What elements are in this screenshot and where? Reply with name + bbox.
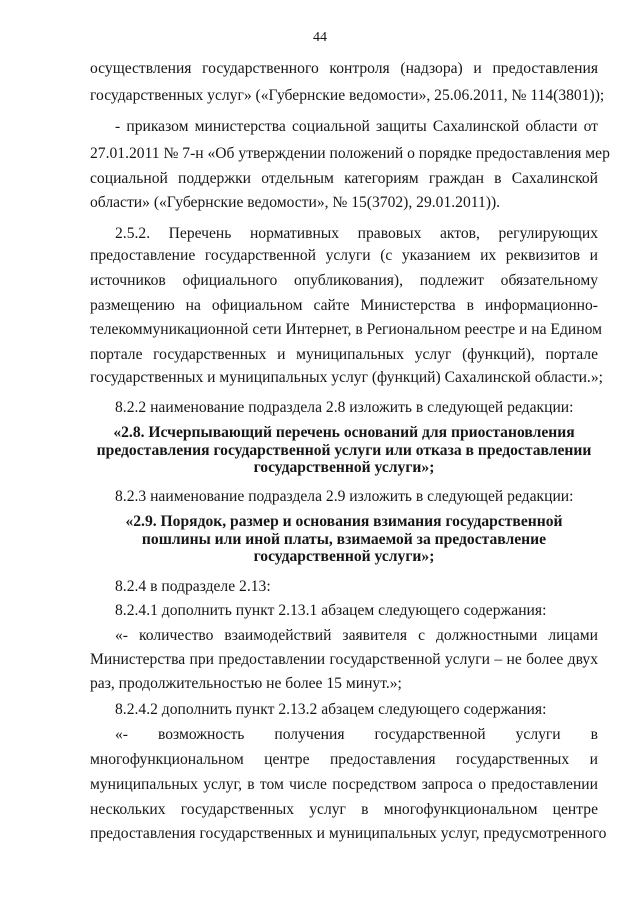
text-line: многофункциональном центре предоставления государственных и xyxy=(90,751,598,768)
section-heading-line: «2.8. Исчерпывающий перечень оснований для приостановления xyxy=(113,424,575,441)
text-line: государственных и муниципальных услуг (функций) Сахалинской области.»; xyxy=(90,369,603,386)
text-line: нескольких государственных услуг в многофункциональном центре xyxy=(90,801,598,818)
page-number: 44 xyxy=(313,30,327,45)
text-line: 27.01.2011 № 7-н «Об утверждении положений о порядке предоставления мер xyxy=(90,145,610,162)
text-line: телекоммуникационной сети Интернет, в Региональном реестре и на Едином xyxy=(90,321,602,338)
text-line: «- возможность получения государственной услуги в xyxy=(115,726,598,743)
text-line: 8.2.2 наименование подраздела 2.8 изложить в следующей редакции: xyxy=(115,399,574,416)
text-line: муниципальных услуг, в том числе посредством запроса о предоставлении xyxy=(90,776,598,793)
text-line: Министерства при предоставлении государственной услуги – не более двух xyxy=(90,651,598,668)
text-line: 8.2.3 наименование подраздела 2.9 изложить в следующей редакции: xyxy=(115,488,574,505)
text-line: 8.2.4 в подразделе 2.13: xyxy=(115,578,271,595)
text-line: источников официального опубликования), подлежит обязательному xyxy=(90,272,598,289)
section-heading-line: государственной услуги»; xyxy=(253,548,435,565)
section-heading-line: пошлины или иной платы, взимаемой за предоставление xyxy=(141,531,547,548)
section-heading-line: государственной услуги»; xyxy=(253,459,435,476)
text-line: 2.5.2. Перечень нормативных правовых актов, регулирующих xyxy=(115,225,598,242)
text-line: предоставление государственной услуги (с указанием их реквизитов и xyxy=(90,247,598,264)
text-line: портале государственных и муниципальных услуг (функций), портале xyxy=(90,346,598,363)
text-line: - приказом министерства социальной защиты Сахалинской области от xyxy=(115,118,598,135)
text-line: 8.2.4.2 дополнить пункт 2.13.2 абзацем следующего содержания: xyxy=(115,701,547,718)
text-line: области» («Губернские ведомости», № 15(3702), 29.01.2011)). xyxy=(90,194,501,211)
text-line: 8.2.4.1 дополнить пункт 2.13.1 абзацем следующего содержания: xyxy=(115,602,547,619)
text-line: размещению на официальном сайте Министерства в информационно- xyxy=(90,297,598,314)
text-line: «- количество взаимодействий заявителя с должностными лицами xyxy=(115,627,598,644)
text-line: предоставления государственных и муниципальных услуг, предусмотренного xyxy=(90,825,607,842)
text-line: социальной поддержки отдельным категориям граждан в Сахалинской xyxy=(90,170,598,187)
section-heading-line: «2.9. Порядок, размер и основания взимания государственной xyxy=(125,513,563,530)
text-line: осуществления государственного контроля (надзора) и предоставления xyxy=(90,60,598,77)
section-heading-line: предоставления государственной услуги или отказа в предоставлении xyxy=(96,442,592,459)
text-line: государственных услуг» («Губернские ведомости», 25.06.2011, № 114(3801)); xyxy=(90,87,605,104)
text-line: раз, продолжительностью не более 15 минут.»; xyxy=(90,675,402,692)
